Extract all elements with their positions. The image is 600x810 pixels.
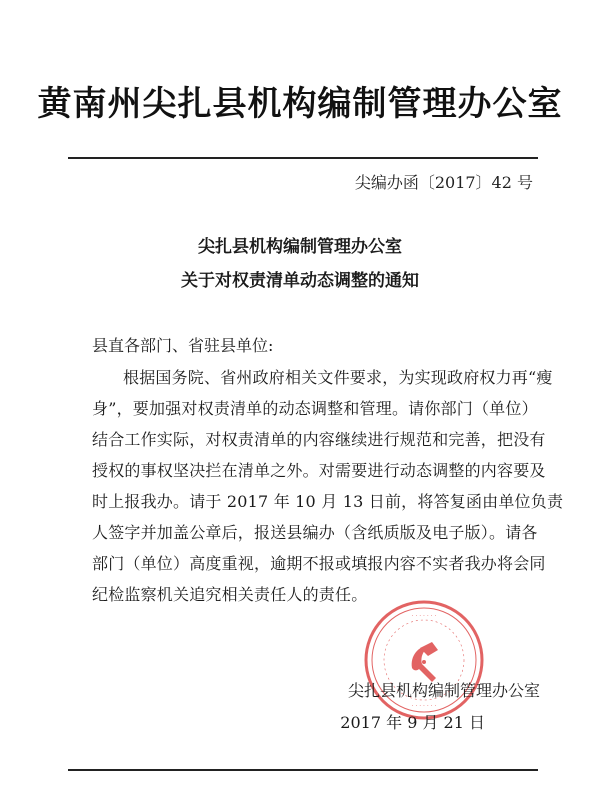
body-paragraph-line: 授权的事权坚决拦在清单之外。对需要进行动态调整的内容要及 [92, 461, 546, 480]
signature-date: 2017 年 9 月 21 日 [340, 713, 485, 732]
official-seal-icon [362, 598, 486, 722]
document-number: 尖编办函〔2017〕42 号 [354, 173, 533, 192]
body-paragraph-line: 根据国务院、省州政府相关文件要求，为实现政府权力再“瘦 [123, 368, 553, 387]
letterhead-divider [68, 157, 538, 159]
signature-organization: 尖扎县机构编制管理办公室 [347, 681, 540, 700]
footer-divider [68, 769, 538, 771]
letterhead-title: 黄南州尖扎县机构编制管理办公室 [37, 84, 563, 124]
body-paragraph-line: 结合工作实际，对权责清单的内容继续进行规范和完善，把没有 [92, 430, 546, 449]
body-paragraph-line: 部门（单位）高度重视，逾期不报或填报内容不实者我办将会同 [92, 554, 546, 573]
notice-title-line-1: 尖扎县机构编制管理办公室 [198, 237, 402, 257]
body-paragraph-line: 时上报我办。请于 2017 年 10 月 13 日前，将答复函由单位负责 [92, 492, 564, 511]
body-paragraph-line: 纪检监察机关追究相关责任人的责任。 [92, 585, 368, 604]
salutation: 县直各部门、省驻县单位: [92, 336, 274, 355]
svg-text:· · · · · · ·: · · · · · · · [411, 703, 437, 710]
body-paragraph-line: 身”，要加强对权责清单的动态调整和管理。请你部门（单位） [92, 399, 538, 418]
body-paragraph-line: 人签字并加盖公章后，报送县编办（含纸质版及电子版）。请各 [92, 523, 538, 542]
notice-title-line-2: 关于对权责清单动态调整的通知 [181, 271, 419, 291]
svg-text:· · · · · · ·: · · · · · · · [411, 613, 437, 620]
